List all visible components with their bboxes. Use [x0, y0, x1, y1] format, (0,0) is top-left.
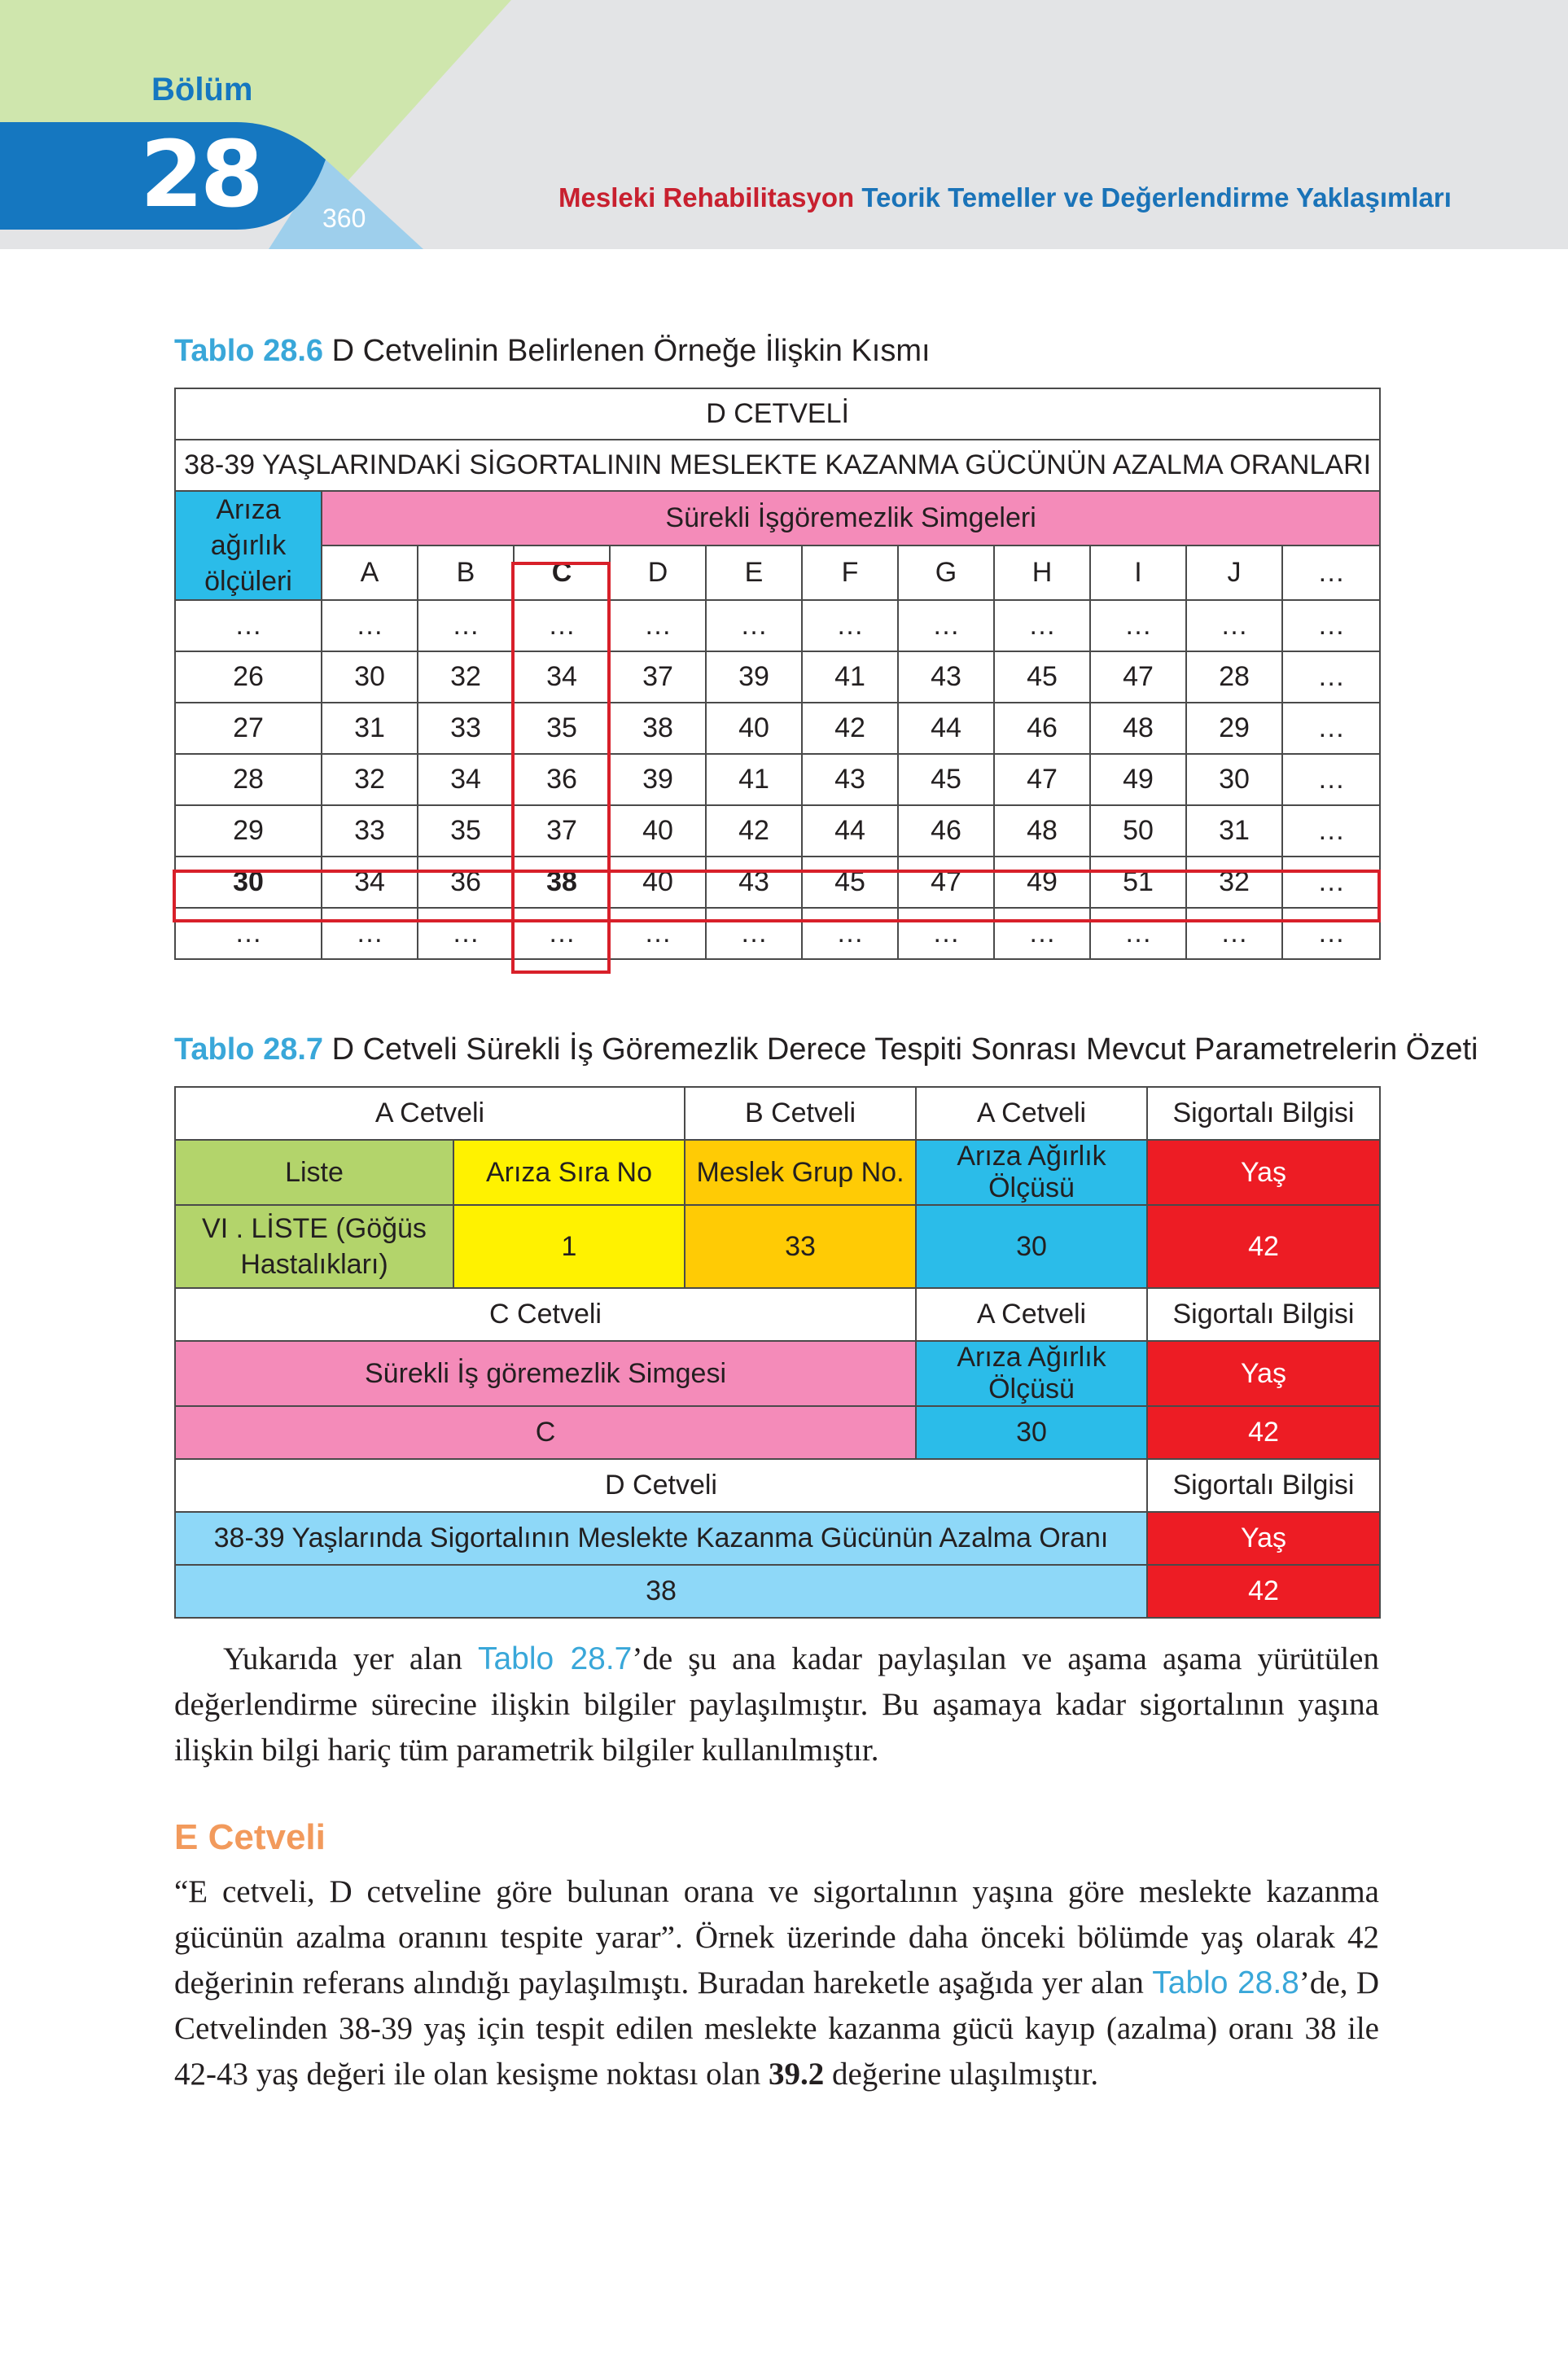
- c-cetveli-header: C Cetveli: [175, 1288, 916, 1341]
- row-label-cell: 28: [175, 754, 322, 805]
- table-cell: …: [802, 600, 898, 651]
- table-cell: …: [1186, 600, 1282, 651]
- table-cell: 43: [898, 651, 994, 703]
- table1-title: D CETVELİ: [175, 388, 1380, 440]
- table-cell: 34: [322, 857, 418, 908]
- table-cell: 29: [1186, 703, 1282, 754]
- table-cell: …: [610, 908, 706, 959]
- table-cell: 41: [802, 651, 898, 703]
- page-header: [0, 0, 1568, 252]
- table-cell: …: [1090, 908, 1186, 959]
- sigortali-bilgisi-header: Sigortalı Bilgisi: [1147, 1087, 1380, 1140]
- a-cetveli-header: A Cetveli: [916, 1288, 1147, 1341]
- table-cell: 48: [994, 805, 1090, 857]
- table-cell: …: [898, 600, 994, 651]
- table-row: [175, 600, 1380, 651]
- table-cell: 37: [514, 805, 610, 857]
- table-reference-link[interactable]: Tablo 28.7: [477, 1641, 633, 1676]
- column-header-highlighted: C: [514, 545, 610, 600]
- table-cell: …: [514, 908, 610, 959]
- table2-label: Tablo 28.7: [174, 1032, 324, 1067]
- table-cell: 46: [898, 805, 994, 857]
- table-cell: 33: [322, 805, 418, 857]
- table1-subtitle: 38-39 YAŞLARINDAKİ SİGORTALININ MESLEKTE KAZANMA GÜCÜNÜN AZALMA ORANLARI: [175, 440, 1380, 491]
- table-cell: 49: [994, 857, 1090, 908]
- table-cell: …: [1282, 857, 1380, 908]
- table2-caption-text: D Cetveli Sürekli İş Göremezlik Derece Tespiti Sonrası Mevcut Parametrelerin Özeti: [331, 1032, 1478, 1067]
- page-number: 360: [322, 204, 366, 233]
- paragraph-2: [174, 1869, 1379, 2097]
- table-cell: 43: [706, 857, 802, 908]
- table2-caption: [174, 1032, 1478, 1067]
- table-row: [175, 703, 1380, 754]
- table-cell: 35: [418, 805, 514, 857]
- table-cell: 35: [514, 703, 610, 754]
- table-cell: …: [418, 908, 514, 959]
- table-cell: 39: [706, 651, 802, 703]
- table-cell: …: [898, 908, 994, 959]
- paragraph-2-part2: ’de, D Cetvelinden 38-39 yaş için tespit edilen meslekte kazanma gücü kayıp (azalma) oranı 38 ile 42-43 yaş değeri ile olan kesişme noktası olan: [174, 1965, 1379, 2092]
- table-cell: …: [994, 908, 1090, 959]
- table-cell: …: [1282, 754, 1380, 805]
- table-cell: 43: [802, 754, 898, 805]
- result-value: 39.2: [769, 2057, 825, 2092]
- column-header: …: [1282, 545, 1380, 600]
- table-cell: 34: [418, 754, 514, 805]
- row-label-cell: 26: [175, 651, 322, 703]
- row-label-cell: 27: [175, 703, 322, 754]
- table-cell: …: [322, 600, 418, 651]
- column-header: F: [802, 545, 898, 600]
- table-cell: 31: [1186, 805, 1282, 857]
- paragraph-1-rest: ’de şu ana kadar paylaşılan ve aşama aşama yürütülen değerlendirme sürecine ilişkin bilgiler paylaşılmıştır. Bu aşamaya kadar sigortalının yaşına ilişkin bilgi hariç tüm parametrik bilgiler kullanılmıştır.: [174, 1641, 1379, 1768]
- table-row: [175, 805, 1380, 857]
- table-cell: …: [1282, 703, 1380, 754]
- azalma-orani-label: 38-39 Yaşlarında Sigortalının Meslekte Kazanma Gücünün Azalma Oranı: [175, 1512, 1147, 1565]
- column-header: A: [322, 545, 418, 600]
- ariza-agirlik-olcusu-label: Arıza Ağırlık Ölçüsü: [916, 1341, 1147, 1406]
- running-title-part2: Teorik Temeller ve Değerlendirme Yaklaşımları: [861, 182, 1452, 213]
- table1-caption: [174, 334, 931, 369]
- column-header: B: [418, 545, 514, 600]
- table-cell: 51: [1090, 857, 1186, 908]
- table-cell: …: [706, 600, 802, 651]
- section-heading: E Cetveli: [174, 1817, 326, 1857]
- parameters-summary-table: [174, 1086, 1381, 1619]
- table-cell: 37: [610, 651, 706, 703]
- table-cell: …: [322, 908, 418, 959]
- column-header: E: [706, 545, 802, 600]
- table1-label: Tablo 28.6: [174, 334, 324, 368]
- table-cell: 32: [1186, 857, 1282, 908]
- yas-label: Yaş: [1147, 1140, 1380, 1205]
- table-cell: 45: [898, 754, 994, 805]
- table-cell: 42: [706, 805, 802, 857]
- table-cell: 47: [898, 857, 994, 908]
- paragraph-2-part3: değerine ulaşılmıştır.: [824, 2057, 1099, 2092]
- table-cell: 45: [994, 651, 1090, 703]
- table-cell: 32: [322, 754, 418, 805]
- yas-value: 42: [1147, 1406, 1380, 1459]
- column-header: G: [898, 545, 994, 600]
- running-title-part1: Mesleki Rehabilitasyon: [558, 182, 855, 213]
- ariza-agirlik-olcusu-label: Arıza Ağırlık Ölçüsü: [916, 1140, 1147, 1205]
- simge-value: C: [175, 1406, 916, 1459]
- table-cell: 40: [706, 703, 802, 754]
- table-cell: 44: [898, 703, 994, 754]
- chapter-number: 28: [140, 122, 261, 228]
- table-cell: 38: [514, 857, 610, 908]
- table-row: [175, 857, 1380, 908]
- table-cell: 36: [514, 754, 610, 805]
- table-cell: …: [418, 600, 514, 651]
- table-cell: 46: [994, 703, 1090, 754]
- row-header-cell: Arıza ağırlık ölçüleri: [175, 491, 322, 600]
- table-cell: …: [514, 600, 610, 651]
- column-header: H: [994, 545, 1090, 600]
- table-cell: 40: [610, 805, 706, 857]
- yas-label: Yaş: [1147, 1341, 1380, 1406]
- table-row: [175, 754, 1380, 805]
- sigortali-bilgisi-header: Sigortalı Bilgisi: [1147, 1459, 1380, 1512]
- d-cetveli-table: [174, 388, 1381, 960]
- table1-caption-text: D Cetvelinin Belirlenen Örneğe İlişkin Kısmı: [331, 334, 931, 368]
- table-cell: …: [802, 908, 898, 959]
- table-cell: …: [1282, 600, 1380, 651]
- table-cell: 31: [322, 703, 418, 754]
- table1-body: [175, 600, 1380, 959]
- yas-label: Yaş: [1147, 1512, 1380, 1565]
- row-label-cell: 29: [175, 805, 322, 857]
- table-cell: …: [994, 600, 1090, 651]
- yas-value: 42: [1147, 1205, 1380, 1288]
- sigortali-bilgisi-header: Sigortalı Bilgisi: [1147, 1288, 1380, 1341]
- column-header: D: [610, 545, 706, 600]
- table-cell: 48: [1090, 703, 1186, 754]
- table-row: [175, 908, 1380, 959]
- table-cell: 50: [1090, 805, 1186, 857]
- table-cell: …: [1282, 908, 1380, 959]
- row-label-cell: …: [175, 600, 322, 651]
- table-cell: 40: [610, 857, 706, 908]
- table-cell: 34: [514, 651, 610, 703]
- table-cell: 39: [610, 754, 706, 805]
- ariza-sira-no-value: 1: [453, 1205, 685, 1288]
- column-header: I: [1090, 545, 1186, 600]
- table-cell: 36: [418, 857, 514, 908]
- table-row: [175, 651, 1380, 703]
- table-cell: 41: [706, 754, 802, 805]
- column-header-row: [175, 545, 1380, 600]
- simge-label: Sürekli İş göremezlik Simgesi: [175, 1341, 916, 1406]
- table-cell: …: [1186, 908, 1282, 959]
- table-cell: 42: [802, 703, 898, 754]
- group-header-cell: Sürekli İşgöremezlik Simgeleri: [322, 491, 1380, 545]
- table-cell: 28: [1186, 651, 1282, 703]
- table-cell: 38: [610, 703, 706, 754]
- paragraph-1: [174, 1636, 1379, 1773]
- paragraph-2-part1: “E cetveli, D cetveline göre bulunan orana ve sigortalının yaşına göre meslekte kazanma gücünün azalma oranını tespite yarar”. Örnek üzerinde daha önceki bölümde yaş olarak 42 değerinin referans alındığı paylaşılmıştı. Buradan hareketle aşağıda yer alan: [174, 1874, 1379, 2000]
- table-cell: …: [706, 908, 802, 959]
- table-reference-link[interactable]: Tablo 28.8: [1152, 1965, 1299, 2000]
- ariza-agirlik-olcusu-value: 30: [916, 1205, 1147, 1288]
- table-cell: 33: [418, 703, 514, 754]
- chapter-word: Bölüm: [151, 72, 253, 107]
- ariza-agirlik-olcusu-value: 30: [916, 1406, 1147, 1459]
- meslek-grup-no-label: Meslek Grup No.: [685, 1140, 916, 1205]
- liste-label: Liste: [175, 1140, 453, 1205]
- yas-value: 42: [1147, 1565, 1380, 1618]
- table-cell: …: [1090, 600, 1186, 651]
- liste-value: VI . LİSTE (Göğüs Hastalıkları): [175, 1205, 453, 1288]
- paragraph-1-start: Yukarıda yer alan: [223, 1641, 478, 1676]
- running-title: [558, 182, 1452, 213]
- table-cell: 30: [322, 651, 418, 703]
- b-cetveli-header: B Cetveli: [685, 1087, 916, 1140]
- table-cell: …: [1282, 651, 1380, 703]
- table-cell: …: [610, 600, 706, 651]
- table-cell: 45: [802, 857, 898, 908]
- table-cell: …: [1282, 805, 1380, 857]
- table-cell: 32: [418, 651, 514, 703]
- row-label-cell: 30: [175, 857, 322, 908]
- column-header: J: [1186, 545, 1282, 600]
- row-label-cell: …: [175, 908, 322, 959]
- a-cetveli-header: A Cetveli: [916, 1087, 1147, 1140]
- table-cell: 47: [994, 754, 1090, 805]
- table-cell: 44: [802, 805, 898, 857]
- table-cell: 30: [1186, 754, 1282, 805]
- table-cell: 47: [1090, 651, 1186, 703]
- d-cetveli-header: D Cetveli: [175, 1459, 1147, 1512]
- meslek-grup-no-value: 33: [685, 1205, 916, 1288]
- ariza-sira-no-label: Arıza Sıra No: [453, 1140, 685, 1205]
- table-cell: 49: [1090, 754, 1186, 805]
- a-cetveli-header: A Cetveli: [175, 1087, 685, 1140]
- azalma-orani-value: 38: [175, 1565, 1147, 1618]
